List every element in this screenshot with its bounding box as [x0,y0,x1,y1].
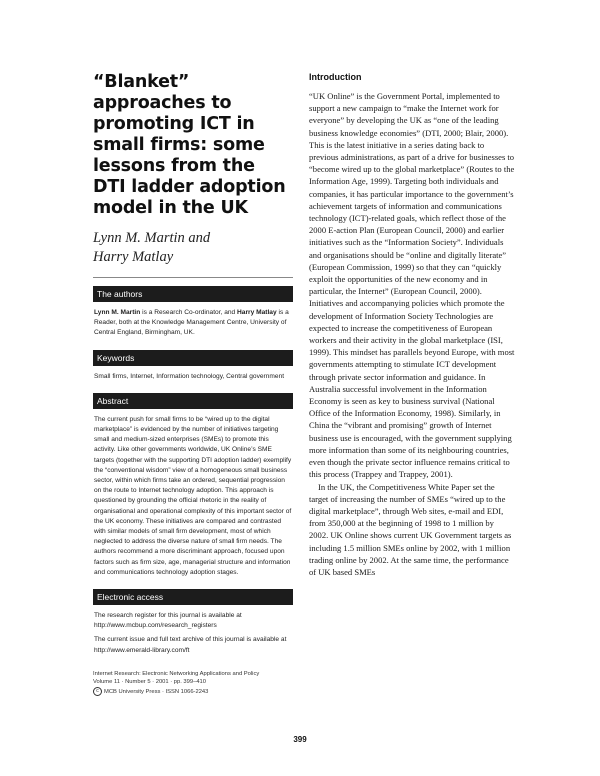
electronic-access-section [93,589,293,656]
authors-heading: The authors [93,286,293,302]
abstract-text: The current push for small firms to be “wired up to the digital marketplace” is evidenced by the number of initiatives targeting small and medium-sized enterprises (SMEs) to promote this activity. Like other governments worldwide, UK Online’s SME targets (together with the supporting DTI adoption ladder) exemplify the “conventional wisdom” view of a homogeneous small business sector, within which firms take an ordered, sequential progression on the route to Internet technology adoption. This approach is questioned by grounding the official rhetoric in the reality of organisational and operational complexity of this important sector of the UK economy. These initiatives are compared and contrasted with similar models of small firm development, most of which neglected to address the diverse nature of small firm needs. The authors recommend a more discriminant approach, focused upon factors such as firm size, age, managerial structure and information and communications technology adoption stages. [94,415,292,576]
introduction-paragraph-2: In the UK, the Competitiveness White Paper set the target of increasing the number of SMEs “wired up to the digital marketplace”, through Web sites, e-mail and EDI, from 350,000 at the beginning of 1998 to 1 million by 2002. UK Online shows current UK Government targets as including 1.5 million SMEs online by 2002, with 1 million trading online by 2002. At the same time, the performance of UK based SMEs [309,481,512,577]
article-title: “Blanket” approaches to promoting ICT in small firms: some lessons from the DTI ladder adoption model in the UK [93,72,286,218]
left-column [93,72,293,656]
journal-name: Internet Research: Electronic Networking Applications and Policy [93,671,260,677]
authors-text [93,308,293,339]
author-name-1: Lynn M. Martin [94,309,141,316]
journal-publisher-text: MCB University Press · ISSN 1066-2243 [104,688,209,695]
author-name-2: Harry Matlay [237,309,277,316]
abstract-heading: Abstract [93,393,293,409]
full-text-archive-link[interactable]: http://www.emerald-library.com/ft [94,646,190,654]
introduction-heading: Introduction [309,72,362,82]
article-author-2: Harry Matlay [93,249,174,265]
electronic-access-text-2: The current issue and full text archive of this journal is available at [94,636,287,644]
keywords-text: Small firms, Internet, Information technology, Central government [94,372,285,380]
electronic-access-text-1: The research register for this journal is available at [94,612,242,620]
abstract-section [93,393,293,578]
journal-publisher [93,687,298,696]
journal-footer [93,670,298,696]
right-column [309,72,515,578]
authors-text-2: is a Reader, both at the Knowledge Management Centre, University of Central England, Birmingham, UK. [94,309,289,337]
authors-text-1: is a Research Co-ordinator, and [140,309,238,316]
keywords-section [93,350,293,382]
keywords-heading: Keywords [93,350,293,366]
introduction-paragraph-1: “UK Online” is the Government Portal, implemented to support a new campaign to “make the Internet work for everyone” by developing the UK as “one of the leading business knowledge economies” (DTI, 2000; Blair, 2000). This is the latest initiative in a series dating back to previous administrations, as part of a drive for businesses to “become wired up to the global marketplace” (Routes to the Information Age, 1999). Targeting both individuals and companies, it has particular importance to the government’s achievement targets of information and communications technology (ICT)-related goals, which reflect those of the 2000 E-action Plan (European Council, 2000) and earlier initiatives such as the “Information Society”. Individuals and organisations should be “online and digitally literate” (European Commission, 1999) so that they can “quickly exploit the opportunities of the new economy and in particular, the Internet” (European Council, 2000). Initiatives and accompanying policies which promote the development of Information Society Technologies are expected to increase the competitiveness of European workers and their activity in the global marketplace (ISI, 1999). This mindset has parallels beyond Europe, with most governments attempting to stimulate ICT development through private sector information and guidance. In Australia successful involvement in the Information Economy is seen as key to business survival (National Office of the Information Economy, 1998). Similarly, in China the “vibrant and promising” growth of Internet business use is encouraged, with the government supplying more information than some of its neighbouring countries, even though the private sector influence remains critical to this process (Trappey and Trappey, 2001). [309,91,515,480]
research-register-link[interactable]: http://www.mcbup.com/research_registers [94,622,217,630]
journal-volume: Volume 11 · Number 5 · 2001 · pp. 399–410 [93,679,207,686]
page-number: 399 [293,735,307,744]
authors-section [93,286,293,339]
copyright-icon: c [93,687,102,696]
title-divider [93,277,293,278]
article-author-1: Lynn M. Martin and [93,230,211,246]
electronic-access-heading: Electronic access [93,589,293,605]
